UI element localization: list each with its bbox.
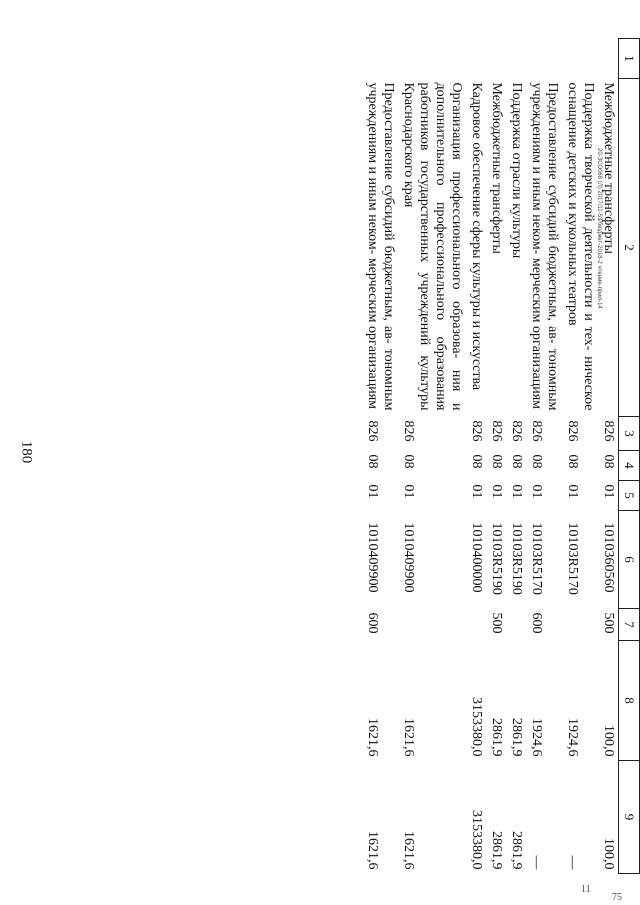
cell-col-5: 01 [601,484,616,499]
header-col-5: 5 [619,481,640,511]
cell-col-9: 1621,6 [401,831,416,870]
cell-col-8: 1924,6 [529,718,544,757]
cell-col-2: Межбюджетные трансферты [601,82,616,254]
cell-col-6: 1010409900 [365,522,380,593]
cell-col-3: 826 [601,420,616,442]
cell-col-2: Кадровое обеспечение сферы культуры и искусства [469,82,484,391]
cell-col-1 [486,39,506,79]
cell-col-7: 600 [529,612,544,634]
cell-col-1 [466,39,486,79]
cell-col-8: 1621,6 [401,718,416,757]
cell-col-4: 08 [565,454,580,469]
header-row [619,39,640,874]
cell-col-8: 100,0 [601,725,616,757]
corner-number-right: 75 [612,892,622,903]
cell-col-3: 826 [509,420,524,442]
cell-col-4: 08 [489,454,504,469]
table-row [398,39,466,874]
cell-col-3: 826 [565,420,580,442]
budget-table [362,38,640,874]
cell-col-3: 826 [401,420,416,442]
cell-col-9: 3153380,0 [469,810,484,870]
header-col-8: 8 [619,641,640,761]
cell-col-1 [506,39,526,79]
cell-col-9: — [529,855,544,870]
cell-col-8: 1621,6 [365,718,380,757]
cell-col-6: 1010360560 [601,522,616,593]
cell-col-7 [506,609,526,641]
cell-col-9: 100,0 [601,838,616,870]
cell-col-1 [562,39,598,79]
cell-col-5: 01 [401,484,416,499]
rotated-table-area [90,38,640,873]
cell-col-9: — [565,855,580,870]
cell-col-8: 2861,9 [509,718,524,757]
header-col-3: 3 [619,417,640,451]
table-row [526,39,562,874]
table-body [362,39,619,874]
cell-col-6: 10103R5190 [489,522,504,595]
cell-col-3: 826 [469,420,484,442]
table-row [598,39,619,874]
cell-col-3: 826 [365,420,380,442]
cell-col-5: 01 [529,484,544,499]
header-col-7: 7 [619,609,640,641]
header-col-4: 4 [619,451,640,481]
table-row [362,39,398,874]
cell-col-3: 826 [529,420,544,442]
cell-col-8: 1924,6 [565,718,580,757]
cell-col-4: 08 [529,454,544,469]
header-col-2: 2 [619,79,640,417]
table-row [486,39,506,874]
header-col-1: 1 [619,39,640,79]
cell-col-2: Предоставление субсидий бюджетным, ав- тономным учреждениям и иным неком- мерческим организациям [365,82,396,411]
cell-col-7 [562,609,598,641]
cell-col-5: 01 [365,484,380,499]
cell-col-7: 600 [365,612,380,634]
cell-col-7 [398,609,466,641]
cell-col-9: 1621,6 [365,831,380,870]
cell-col-4: 08 [365,454,380,469]
cell-col-1 [398,39,466,79]
page-number: 180 [18,440,35,464]
header-col-9: 9 [619,761,640,874]
table-row [466,39,486,874]
table-row [506,39,526,874]
cell-col-5: 01 [565,484,580,499]
cell-col-9: 2861,9 [489,831,504,870]
print-stamp: 20-ЗСО068 (Л) 2017/11-53/бюджет-2018-2 чтение-прил-14 [596,148,602,309]
cell-col-9: 2861,9 [509,831,524,870]
cell-col-5: 01 [509,484,524,499]
cell-col-7: 500 [489,612,504,634]
cell-col-6: 1010409900 [401,522,416,593]
cell-col-1 [526,39,562,79]
cell-col-7 [466,609,486,641]
cell-col-5: 01 [469,484,484,499]
cell-col-3: 826 [489,420,504,442]
cell-col-6: 1010400000 [469,522,484,593]
cell-col-2: Межбюджетные трансферты [489,82,504,254]
cell-col-4: 08 [401,454,416,469]
table-header [619,39,640,874]
cell-col-7: 500 [601,612,616,634]
corner-number-left: 11 [581,884,591,895]
cell-col-2: Поддержка отрасли культуры [509,82,524,259]
cell-col-2: Организация профессионального образова- ния и дополнительного профессионального образования работников государственных учреждений культуры Краснодарского края [401,82,464,411]
cell-col-6: 10103R5190 [509,522,524,595]
header-col-6: 6 [619,511,640,609]
cell-col-4: 08 [469,454,484,469]
cell-col-2: Предоставление субсидий бюджетным, ав- тономным учреждениям и иным неком- мерческим организациям [529,82,560,411]
cell-col-5: 01 [489,484,504,499]
cell-col-1 [362,39,398,79]
cell-col-1 [598,39,619,79]
cell-col-8: 2861,9 [489,718,504,757]
cell-col-8: 3153380,0 [469,697,484,757]
cell-col-6: 10103R5170 [565,522,580,595]
budget-table-container [135,38,640,873]
table-row [562,39,598,874]
cell-col-2: Поддержка творческой деятельности и тех- ническое оснащение детских и кукольных театров [565,82,596,411]
cell-col-6: 10103R5170 [529,522,544,595]
cell-col-4: 08 [601,454,616,469]
cell-col-4: 08 [509,454,524,469]
